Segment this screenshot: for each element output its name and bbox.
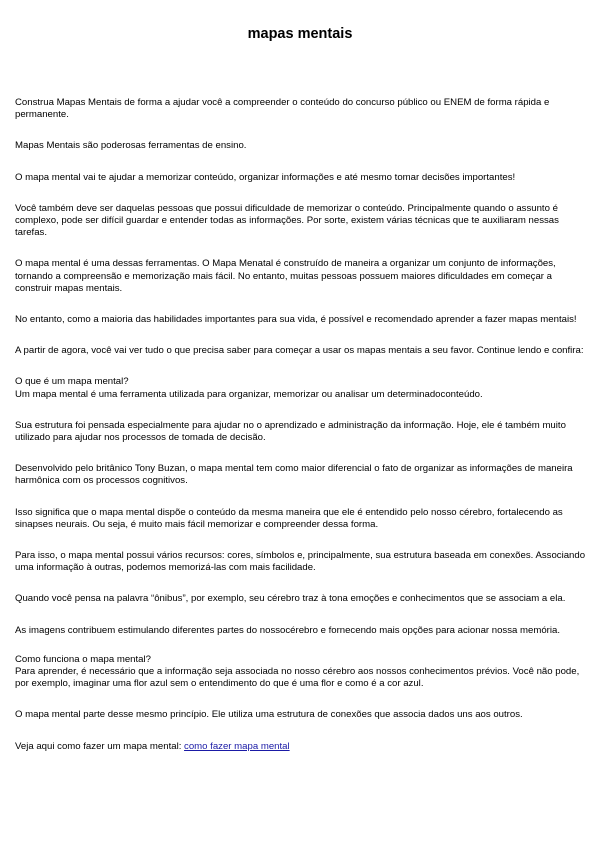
how-to-make-mind-map-link[interactable]: como fazer mapa mental bbox=[184, 740, 290, 752]
paragraph: Isso significa que o mapa mental dispõe o conteúdo da mesma maneira que ele é entendido pelo nosso cérebro, fortalecendo as sinapses neurais. Ou seja, é muito mais fácil memorizar e compreender dessa forma. bbox=[15, 506, 563, 530]
section-how-it-works bbox=[15, 654, 587, 691]
page-title: mapas mentais bbox=[247, 26, 353, 42]
section-intro: Para aprender, é necessário que a informação seja associada no nosso cérebro aos nossos conhecimentos prévios. Você não pode, por exemplo, imaginar uma flor azul sem o entendimento do que é uma flor e como é a cor azul. bbox=[15, 666, 580, 690]
paragraph: Para isso, o mapa mental possui vários recursos: cores, símbolos e, principalmente, sua estrutura baseada em conexões. Associando uma informação à outras, podemos memorizá-las com mais facilidade. bbox=[15, 550, 586, 574]
section-heading: O que é um mapa mental? bbox=[15, 376, 129, 388]
paragraph: Quando você pensa na palavra “ônibus”, por exemplo, seu cérebro traz à tona emoções e conhecimentos que se associam a ela. bbox=[15, 593, 566, 605]
section-heading: Como funciona o mapa mental? bbox=[15, 653, 151, 665]
closing-line bbox=[15, 741, 587, 753]
paragraph: Sua estrutura foi pensada especialmente para ajudar no o aprendizado e administração da informação. Hoje, ele é também muito utilizado para ajudar nos processos de tomada de decisão. bbox=[15, 419, 566, 444]
paragraph: O mapa mental parte desse mesmo princípio. Ele utiliza uma estrutura de conexões que associa dados uns aos outros. bbox=[15, 709, 523, 721]
closing-text: Veja aqui como fazer um mapa mental: bbox=[15, 740, 185, 752]
paragraph: Mapas Mentais são poderosas ferramentas de ensino. bbox=[15, 140, 247, 152]
paragraph: O mapa mental vai te ajudar a memorizar conteúdo, organizar informações e até mesmo tomar decisões importantes! bbox=[15, 171, 516, 183]
paragraph: Você também deve ser daquelas pessoas que possui dificuldade de memorizar o conteúdo. Principalmente quando o assunto é complexo, pode ser difícil guardar e entender todas as informações. Por sorte, existem várias técnicas que te auxiliaram nessas tarefas. bbox=[15, 202, 559, 239]
section-intro: Um mapa mental é uma ferramenta utilizada para organizar, memorizar ou analisar um determinadoconteúdo. bbox=[15, 388, 483, 400]
paragraph: As imagens contribuem estimulando diferentes partes do nossocérebro e fornecendo mais opções para acionar nossa memória. bbox=[15, 624, 561, 636]
paragraph: No entanto, como a maioria das habilidades importantes para sua vida, é possível e recomendado aprender a fazer mapas mentais! bbox=[15, 314, 577, 326]
paragraph: O mapa mental é uma dessas ferramentas. O Mapa Menatal é construído de maneira a organizar um conjunto de informações, tornando a compreensão e memorização mais fácil. No entanto, muitas pessoas possuem maiores dificuldades em começar a construir mapas mentais. bbox=[15, 258, 556, 294]
document-body bbox=[15, 97, 587, 772]
paragraph: Desenvolvido pelo britânico Tony Buzan, o mapa mental tem como maior diferencial o fato de organizar as informações de maneira harmônica com os processos cognitivos. bbox=[15, 463, 573, 487]
paragraph-intro: Construa Mapas Mentais de forma a ajudar você a compreender o conteúdo do concurso público ou ENEM de forma rápida e permanente. bbox=[15, 97, 550, 121]
paragraph: A partir de agora, você vai ver tudo o que precisa saber para começar a usar os mapas mentais a seu favor. Continue lendo e confira: bbox=[15, 345, 584, 357]
section-what-is bbox=[15, 376, 587, 400]
